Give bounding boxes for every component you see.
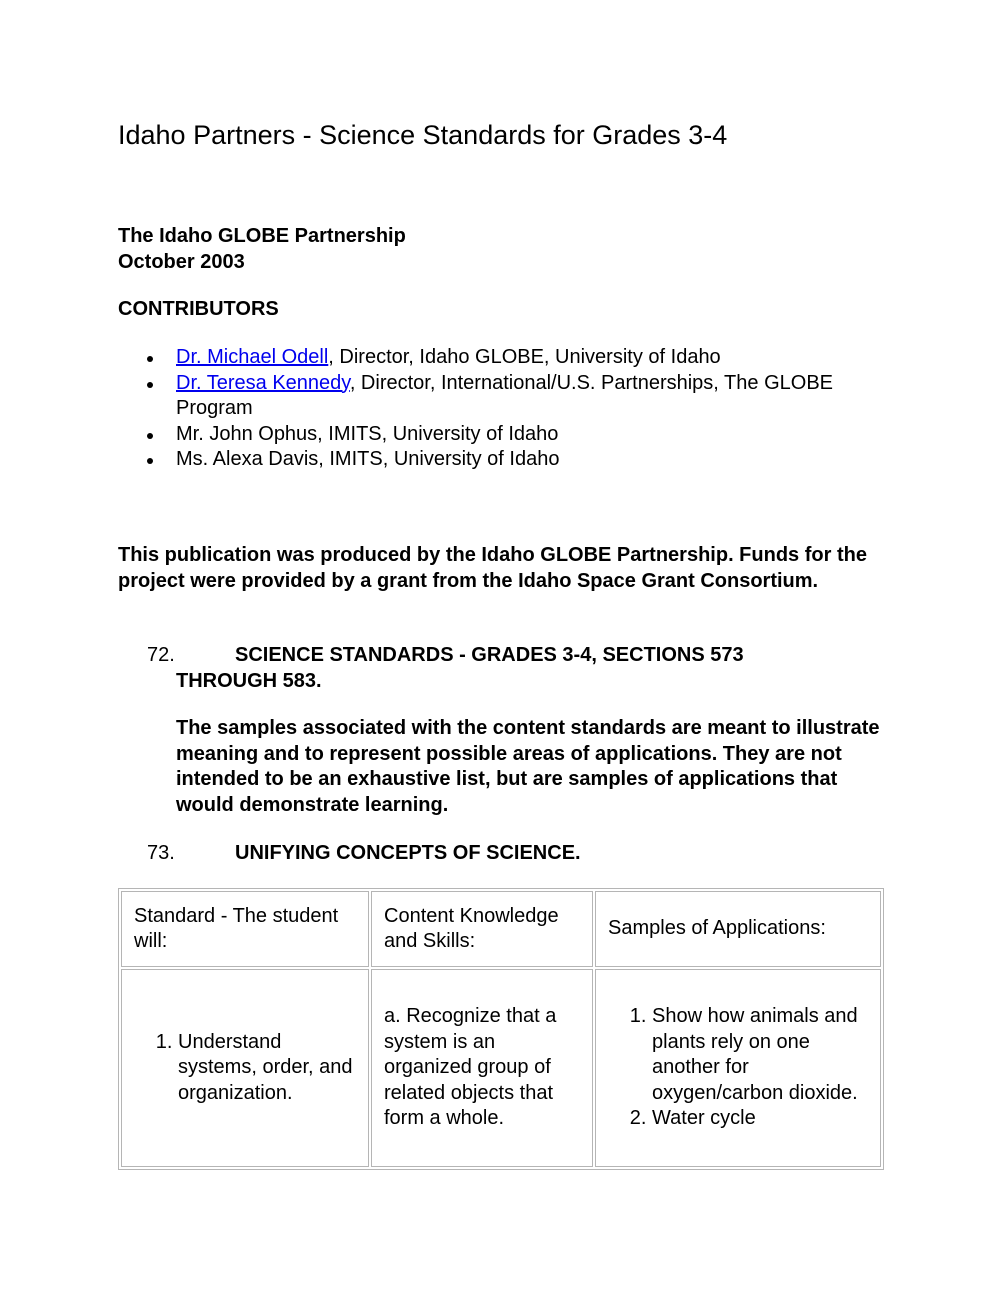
contributor-item [176,345,856,371]
contributors-list [176,345,856,473]
org-name: The Idaho GLOBE Partnership [118,225,406,247]
cell-samples [595,969,881,1167]
contributors-heading: CONTRIBUTORS [118,298,279,320]
contributor-item [176,422,856,448]
section-number: 73. [147,842,175,864]
contributor-link-kennedy[interactable]: Dr. Teresa Kennedy [176,371,350,394]
header-samples: Samples of Applications: [595,891,881,967]
standard-list [134,1030,356,1107]
cell-standard [121,969,369,1167]
sample-item: 1. Show how animals and plants rely on one another for oxygen/carbon dioxide. [652,1004,868,1106]
sample-item: 2. Water cycle [652,1106,868,1132]
section-73-heading [147,841,847,867]
cell-content: a. Recognize that a system is an organized group of related objects that form a whole. [371,969,593,1167]
contributor-link-odell[interactable]: Dr. Michael Odell [176,346,329,368]
contributor-item [176,447,856,473]
standard-item: 1. Understand systems, order, and organization. [178,1030,356,1107]
org-date: October 2003 [118,250,245,273]
contributor-detail: , Director, Idaho GLOBE, University of Idaho [328,346,721,368]
org-block [118,224,406,275]
header-content: Content Knowledge and Skills: [371,891,593,967]
contributor-item [176,371,856,422]
page-title: Idaho Partners - Science Standards for Grades 3-4 [118,120,728,150]
section-72-heading [147,643,847,694]
publication-note: This publication was produced by the Idaho GLOBE Partnership. Funds for the project were provided by a grant from the Idaho Space Grant Consortium. [118,544,867,592]
contributor-detail: , Director, International/U.S. Partnerships, The GLOBE Program [176,371,833,419]
table-row [121,969,881,1167]
contributor-detail: Ms. Alexa Davis, IMITS, University of Idaho [176,448,560,470]
samples-list [608,1004,868,1132]
section-title: SCIENCE STANDARDS - GRADES 3-4, SECTIONS 573 [235,644,744,666]
contributor-detail: Mr. John Ophus, IMITS, University of Idaho [176,422,559,445]
samples-note: The samples associated with the content standards are meant to illustrate meaning and to represent possible areas of applications. They are not intended to be an exhaustive list, but are samples of applications that would demonstrate learning. [176,717,880,816]
table-header-row [121,891,881,967]
header-standard: Standard - The student will: [121,891,369,967]
section-number: 72. [147,644,175,666]
section-title-continued: THROUGH 583. [176,669,322,692]
section-title: UNIFYING CONCEPTS OF SCIENCE. [235,842,581,864]
standards-table [118,888,884,1170]
